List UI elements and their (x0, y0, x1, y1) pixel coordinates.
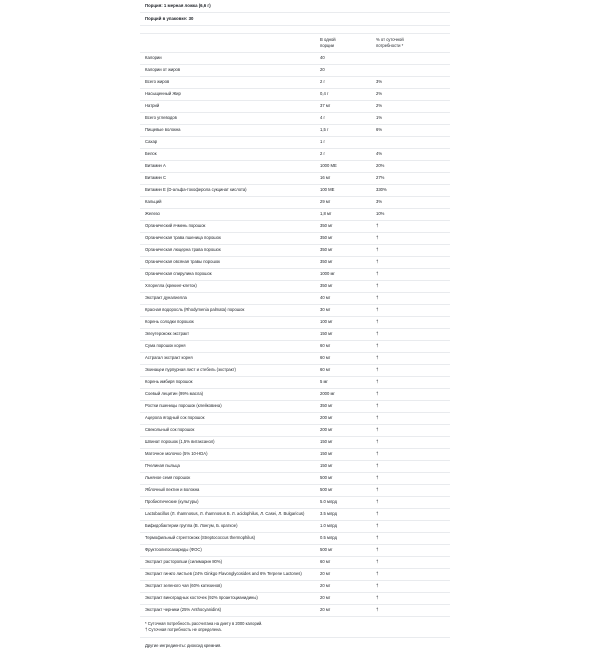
row-nutrient-name: Органическая овсяная травы порошок (145, 259, 220, 265)
row-amount: 500 мг (320, 475, 333, 481)
row-daily-value: 27% (376, 175, 385, 181)
footnotes (140, 617, 450, 638)
table-row (140, 473, 450, 485)
row-daily-value: 330% (376, 187, 387, 193)
table-row (140, 101, 450, 113)
table-row (140, 497, 450, 509)
row-nutrient-name: Корень имбиря порошок (145, 379, 193, 385)
row-daily-value: † (376, 367, 379, 373)
table-row (140, 569, 450, 581)
row-daily-value: † (376, 595, 379, 601)
row-amount: 150 мг (320, 451, 333, 457)
row-amount: 0,4 г (320, 91, 329, 97)
row-daily-value: † (376, 415, 379, 421)
row-nutrient-name: Органический ячмень порошок (145, 223, 206, 229)
row-daily-value: † (376, 259, 379, 265)
row-nutrient-name: Калории от жиров (145, 67, 181, 73)
table-row (140, 185, 450, 197)
table-row (140, 149, 450, 161)
table-row (140, 485, 450, 497)
row-daily-value: † (376, 571, 379, 577)
row-daily-value: † (376, 247, 379, 253)
row-amount: 60 мг (320, 343, 331, 349)
serving-size-label: Порция: 1 мерная ложка (6,6 г) (145, 3, 211, 8)
row-amount: 16 мг (320, 175, 331, 181)
row-daily-value: † (376, 379, 379, 385)
row-daily-value: 10% (376, 211, 385, 217)
nutrition-rows (140, 53, 450, 617)
table-row (140, 137, 450, 149)
other-ingredients-text: Другие ингредиенты: диоксид кремния. (145, 642, 222, 648)
row-nutrient-name: Астрагал экстракт корня (145, 355, 193, 361)
row-amount: 29 мг (320, 199, 331, 205)
row-nutrient-name: Соевый лецитин (99% масла) (145, 391, 204, 397)
row-nutrient-name: Пчелиная пыльца (145, 463, 180, 469)
row-nutrient-name: Свекольный сок порошок (145, 427, 195, 433)
table-row (140, 389, 450, 401)
row-nutrient-name: Яблочный пектин и волокна (145, 487, 200, 493)
row-nutrient-name: Ацерола ягодный сок порошок (145, 415, 205, 421)
row-amount: 350 мг (320, 403, 333, 409)
row-amount: 20 мг (320, 595, 331, 601)
row-nutrient-name: Пробиотические (культуры) (145, 499, 199, 505)
row-nutrient-name: Насыщенный Жир (145, 91, 181, 97)
row-daily-value: † (376, 523, 379, 529)
row-daily-value: † (376, 223, 379, 229)
row-nutrient-name: Красная водоросль (Rhodymenia palmata) порошок (145, 307, 245, 313)
row-amount: 37 мг (320, 103, 331, 109)
row-amount: 4 г (320, 115, 326, 121)
row-daily-value: 3% (376, 79, 383, 85)
table-row (140, 77, 450, 89)
table-row (140, 461, 450, 473)
table-row (140, 581, 450, 593)
row-amount: 5 мг (320, 379, 328, 385)
column-header-amount-line2: порции (320, 43, 335, 48)
table-row (140, 89, 450, 101)
row-nutrient-name: Элеутерококк экстракт (145, 331, 190, 337)
row-daily-value: † (376, 307, 379, 313)
table-row (140, 557, 450, 569)
table-row (140, 221, 450, 233)
table-row (140, 413, 450, 425)
row-amount: 1 г (320, 139, 326, 145)
row-nutrient-name: Корень солодки порошок (145, 319, 194, 325)
row-daily-value: † (376, 439, 379, 445)
row-nutrient-name: Сахар (145, 139, 158, 145)
row-nutrient-name: Органическая спирулина порошок (145, 271, 212, 277)
table-row (140, 281, 450, 293)
row-daily-value: † (376, 331, 379, 337)
row-nutrient-name: Бифидобактерии группа (B. Лонгум, Б. краткое) (145, 523, 238, 529)
row-nutrient-name: Экстракт зеленого чая (60% катехинов) (145, 583, 222, 589)
row-amount: 2000 мг (320, 391, 335, 397)
row-daily-value: † (376, 559, 379, 565)
table-row (140, 449, 450, 461)
row-amount: 100 мг (320, 319, 333, 325)
table-row (140, 365, 450, 377)
row-amount: 40 мг (320, 295, 331, 301)
column-header-dv-line2: потребности * (376, 43, 404, 48)
table-row (140, 593, 450, 605)
row-daily-value: † (376, 475, 379, 481)
table-row (140, 353, 450, 365)
row-daily-value: 4% (376, 151, 383, 157)
row-daily-value: † (376, 451, 379, 457)
table-row (140, 161, 450, 173)
row-daily-value: † (376, 343, 379, 349)
row-daily-value: 1% (376, 115, 383, 121)
table-row (140, 257, 450, 269)
serving-size-row (140, 0, 450, 13)
row-amount: 1,5 г (320, 127, 329, 133)
row-nutrient-name: Маточное молочко (5% 10-HDA) (145, 451, 208, 457)
column-header-amount (320, 37, 376, 49)
table-row (140, 269, 450, 281)
row-nutrient-name: Витамин A (145, 163, 166, 169)
row-nutrient-name: Всего углеводов (145, 115, 177, 121)
row-amount: 150 мг (320, 439, 333, 445)
table-row (140, 173, 450, 185)
row-amount: 200 мг (320, 415, 333, 421)
row-nutrient-name: Сума порошок корня (145, 343, 186, 349)
row-daily-value: † (376, 535, 379, 541)
row-daily-value: 20% (376, 163, 385, 169)
row-nutrient-name: Белок (145, 151, 157, 157)
row-daily-value: † (376, 403, 379, 409)
table-row (140, 233, 450, 245)
row-nutrient-name: Органическая трава пшеница порошок (145, 235, 221, 241)
row-amount: 1000 МЕ (320, 163, 337, 169)
row-nutrient-name: Органическая люцерна трава порошок (145, 247, 221, 253)
row-amount: 350 мг (320, 235, 333, 241)
row-amount: 500 мг (320, 487, 333, 493)
row-daily-value: † (376, 283, 379, 289)
row-amount: 150 мг (320, 463, 333, 469)
table-column-header (140, 34, 450, 53)
servings-per-container-label: Порций в упаковке: 30 (145, 16, 194, 21)
row-amount: 20 мг (320, 583, 331, 589)
row-nutrient-name: Экстракт гинкго листьев (24% Ginkgo Flavonglycosides and 6% Terpene Lactones) (145, 571, 302, 577)
row-nutrient-name: Натрий (145, 103, 160, 109)
row-amount: 5.0 млрд (320, 499, 337, 505)
row-amount: 350 мг (320, 283, 333, 289)
footnote-daily-value: * Суточная потребность рассчитана на диету в 2000 калорий. (145, 621, 263, 626)
row-nutrient-name: Калории (145, 55, 162, 61)
row-daily-value: † (376, 511, 379, 517)
table-row (140, 605, 450, 617)
row-amount: 1,8 мг (320, 211, 332, 217)
row-nutrient-name: Хлорелла (крекинг-клеток) (145, 283, 197, 289)
row-daily-value: † (376, 607, 379, 613)
row-nutrient-name: Эхинацеи пурпурная лист и стебель (экстракт) (145, 367, 236, 373)
row-daily-value: † (376, 427, 379, 433)
nutrition-facts-panel (140, 0, 450, 654)
row-nutrient-name: Экстракт черники (25% Anthocyanidins) (145, 607, 222, 613)
row-amount: 350 мг (320, 247, 333, 253)
table-row (140, 209, 450, 221)
other-ingredients (140, 638, 450, 654)
row-daily-value: † (376, 391, 379, 397)
table-row (140, 293, 450, 305)
row-daily-value: 6% (376, 127, 383, 133)
row-nutrient-name: Экстракт расторопши (силимарин 80%) (145, 559, 222, 565)
table-row (140, 305, 450, 317)
row-nutrient-name: Экстракт дуналиелла (145, 295, 187, 301)
column-header-daily-value (376, 37, 446, 49)
row-amount: 1000 мг (320, 271, 335, 277)
row-amount: 2 г (320, 79, 326, 85)
row-nutrient-name: Lactobacillus (Л. rhamnosus, Л. rhamnosus Б. Л. acidophilus, Л. Casei, Л. Bulgaricus) (145, 511, 305, 517)
table-row (140, 197, 450, 209)
table-row (140, 317, 450, 329)
row-daily-value: 2% (376, 91, 383, 97)
table-row (140, 377, 450, 389)
row-nutrient-name: Железо (145, 211, 160, 217)
table-row (140, 533, 450, 545)
row-daily-value: † (376, 319, 379, 325)
row-daily-value: † (376, 547, 379, 553)
row-amount: 350 мг (320, 259, 333, 265)
table-row (140, 425, 450, 437)
row-daily-value: † (376, 355, 379, 361)
row-nutrient-name: Фруктоолигосахариды (ФОС) (145, 547, 202, 553)
row-daily-value: † (376, 463, 379, 469)
row-amount: 1.0 млрд (320, 523, 337, 529)
table-row (140, 125, 450, 137)
row-nutrient-name: Всего жиров (145, 79, 170, 85)
row-nutrient-name: Пищевые волокна (145, 127, 181, 133)
row-nutrient-name: Шпинат порошок (1,5% витаксанол) (145, 439, 215, 445)
table-row (140, 329, 450, 341)
row-amount: 3.5 млрд (320, 511, 337, 517)
row-amount: 350 мг (320, 223, 333, 229)
row-nutrient-name: Льняное семя порошок (145, 475, 191, 481)
column-header-dv-line1: % от суточной (376, 37, 404, 42)
row-nutrient-name: Витамин Е (D-альфа-токоферола сукцинат кислота) (145, 187, 247, 193)
table-row (140, 113, 450, 125)
row-amount: 500 мг (320, 547, 333, 553)
row-amount: 60 мг (320, 355, 331, 361)
table-row (140, 521, 450, 533)
row-daily-value: † (376, 295, 379, 301)
row-daily-value: † (376, 235, 379, 241)
row-daily-value: † (376, 271, 379, 277)
table-row (140, 401, 450, 413)
servings-per-container-row (140, 13, 450, 26)
table-row (140, 341, 450, 353)
row-amount: 20 (320, 67, 325, 73)
table-row (140, 545, 450, 557)
row-daily-value: † (376, 487, 379, 493)
row-amount: 2 г (320, 151, 326, 157)
row-amount: 20 мг (320, 607, 331, 613)
row-daily-value: † (376, 583, 379, 589)
row-amount: 150 мг (320, 331, 333, 337)
footnote-not-established: † Суточная потребность не определена. (145, 627, 222, 633)
row-amount: 30 мг (320, 307, 331, 313)
row-amount: 100 МЕ (320, 187, 335, 193)
row-daily-value: 2% (376, 103, 383, 109)
row-nutrient-name: Термофильный стрептококк (Streptococcus thermophilus) (145, 535, 256, 541)
table-row (140, 437, 450, 449)
row-nutrient-name: Витамин C (145, 175, 167, 181)
row-amount: 60 мг (320, 559, 331, 565)
row-nutrient-name: Ростки пшеницы порошок (клейковина) (145, 403, 222, 409)
row-nutrient-name: Кальций (145, 199, 162, 205)
column-header-amount-line1: В одной (320, 37, 336, 42)
row-amount: 60 мг (320, 367, 331, 373)
row-daily-value: 3% (376, 199, 383, 205)
table-row (140, 245, 450, 257)
row-nutrient-name: Экстракт виноградных косточек (92% проантоцианидины) (145, 595, 258, 601)
row-amount: 40 (320, 55, 325, 61)
row-daily-value: † (376, 499, 379, 505)
row-amount: 200 мг (320, 427, 333, 433)
divider (140, 26, 450, 34)
table-row (140, 53, 450, 65)
row-amount: 20 мг (320, 571, 331, 577)
row-amount: 0.5 млрд (320, 535, 337, 541)
table-row (140, 65, 450, 77)
table-row (140, 509, 450, 521)
